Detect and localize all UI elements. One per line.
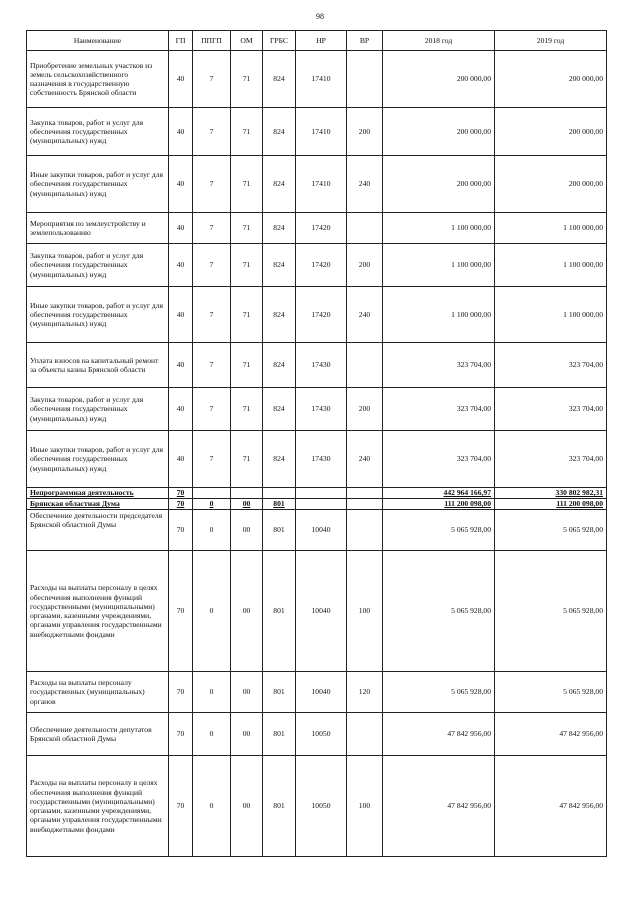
cell-2019: 5 065 928,00 [495,672,607,713]
cell-ppgp: 0 [193,756,231,857]
cell-gp: 70 [169,713,193,756]
cell-om [231,488,263,499]
cell-2019: 5 065 928,00 [495,510,607,551]
cell-2018: 5 065 928,00 [383,551,495,672]
cell-gp: 40 [169,388,193,431]
cell-2019: 323 704,00 [495,431,607,488]
cell-gp: 70 [169,499,193,510]
cell-gp: 40 [169,51,193,108]
cell-grbs: 801 [263,510,296,551]
cell-ppgp: 7 [193,431,231,488]
cell-om: 00 [231,713,263,756]
cell-grbs: 824 [263,388,296,431]
cell-gp: 40 [169,287,193,343]
table-row [27,343,607,388]
cell-2019: 200 000,00 [495,156,607,213]
cell-nr: 17410 [296,51,347,108]
cell-om: 71 [231,108,263,156]
cell-grbs: 801 [263,756,296,857]
cell-name: Иные закупки товаров, работ и услуг для обеспечения государственных (муниципальных) нужд [27,431,169,488]
cell-2018: 323 704,00 [383,388,495,431]
cell-gp: 40 [169,431,193,488]
cell-grbs: 824 [263,343,296,388]
cell-ppgp: 7 [193,287,231,343]
cell-grbs: 824 [263,244,296,287]
cell-2018: 5 065 928,00 [383,510,495,551]
cell-2019: 5 065 928,00 [495,551,607,672]
cell-vr [347,51,383,108]
cell-ppgp: 0 [193,551,231,672]
cell-gp: 40 [169,343,193,388]
cell-ppgp: 7 [193,343,231,388]
cell-2019: 323 704,00 [495,343,607,388]
cell-nr: 17430 [296,431,347,488]
cell-name: Иные закупки товаров, работ и услуг для обеспечения государственных (муниципальных) нужд [27,156,169,213]
table-row [27,510,607,551]
cell-nr: 17430 [296,343,347,388]
cell-2019: 111 200 098,00 [495,499,607,510]
cell-om: 71 [231,156,263,213]
cell-grbs: 824 [263,108,296,156]
cell-gp: 40 [169,244,193,287]
cell-ppgp: 0 [193,510,231,551]
cell-nr: 10040 [296,551,347,672]
cell-2018: 200 000,00 [383,156,495,213]
cell-om: 00 [231,510,263,551]
cell-name: Закупка товаров, работ и услуг для обеспечения государственных (муниципальных) нужд [27,108,169,156]
table-row [27,287,607,343]
cell-2019: 1 100 000,00 [495,287,607,343]
cell-om: 71 [231,244,263,287]
cell-ppgp: 7 [193,156,231,213]
cell-nr: 17420 [296,244,347,287]
cell-nr: 10040 [296,510,347,551]
table-row [27,756,607,857]
cell-nr: 17420 [296,213,347,244]
cell-vr: 240 [347,156,383,213]
cell-2019: 200 000,00 [495,51,607,108]
cell-2018: 1 100 000,00 [383,244,495,287]
cell-gp: 40 [169,213,193,244]
cell-gp: 40 [169,108,193,156]
cell-2018: 111 200 098,00 [383,499,495,510]
cell-name: Расходы на выплаты персоналу в целях обеспечения выполнения функций государственными (муниципальными) органами, казенными учреждениями, органами управления государственными внебюджетными фондами [27,551,169,672]
cell-ppgp: 7 [193,388,231,431]
cell-vr [347,488,383,499]
cell-nr: 10050 [296,756,347,857]
cell-gp: 70 [169,488,193,499]
header-nr: НР [296,31,347,51]
cell-2019: 200 000,00 [495,108,607,156]
table-row [27,388,607,431]
cell-ppgp: 7 [193,108,231,156]
cell-ppgp: 0 [193,672,231,713]
cell-2018: 1 100 000,00 [383,213,495,244]
cell-2018: 1 100 000,00 [383,287,495,343]
cell-2018: 5 065 928,00 [383,672,495,713]
cell-grbs: 824 [263,156,296,213]
cell-nr [296,488,347,499]
cell-grbs [263,488,296,499]
cell-2018: 323 704,00 [383,343,495,388]
table-row [27,213,607,244]
cell-2018: 47 842 956,00 [383,713,495,756]
cell-nr: 10040 [296,672,347,713]
cell-vr [347,499,383,510]
table-row [27,713,607,756]
cell-vr: 240 [347,287,383,343]
cell-vr: 120 [347,672,383,713]
cell-vr: 100 [347,551,383,672]
header-gp: ГП [169,31,193,51]
cell-vr [347,213,383,244]
cell-vr [347,343,383,388]
cell-gp: 70 [169,551,193,672]
cell-grbs: 824 [263,287,296,343]
cell-om: 71 [231,431,263,488]
cell-ppgp: 7 [193,51,231,108]
cell-ppgp: 7 [193,213,231,244]
cell-om: 71 [231,287,263,343]
cell-name: Расходы на выплаты персоналу государственных (муниципальных) органов [27,672,169,713]
cell-om: 71 [231,343,263,388]
table-row [27,431,607,488]
cell-grbs: 801 [263,499,296,510]
cell-om: 00 [231,551,263,672]
cell-grbs: 824 [263,51,296,108]
cell-gp: 70 [169,672,193,713]
cell-vr: 200 [347,388,383,431]
table-row [27,244,607,287]
cell-2019: 1 100 000,00 [495,244,607,287]
table-row [27,499,607,510]
table-row [27,108,607,156]
cell-name: Мероприятия по землеустройству и землепользованию [27,213,169,244]
cell-ppgp: 0 [193,499,231,510]
cell-2019: 330 802 982,31 [495,488,607,499]
table-row [27,488,607,499]
cell-2019: 1 100 000,00 [495,213,607,244]
table-row [27,51,607,108]
cell-om: 71 [231,213,263,244]
cell-ppgp: 0 [193,713,231,756]
header-vr: ВР [347,31,383,51]
cell-name: Брянская областная Дума [27,499,169,510]
cell-vr [347,510,383,551]
budget-table [26,30,607,857]
table-row [27,156,607,213]
header-grbs: ГРБС [263,31,296,51]
cell-grbs: 801 [263,551,296,672]
cell-name: Обеспечение деятельности председателя Брянской областной Думы [27,510,169,551]
cell-2018: 200 000,00 [383,108,495,156]
header-ppgp: ППГП [193,31,231,51]
table-row [27,672,607,713]
table-header-row [27,31,607,51]
cell-nr [296,499,347,510]
cell-om: 00 [231,672,263,713]
cell-ppgp [193,488,231,499]
cell-name: Иные закупки товаров, работ и услуг для обеспечения государственных (муниципальных) нужд [27,287,169,343]
cell-nr: 17430 [296,388,347,431]
cell-grbs: 824 [263,431,296,488]
cell-name: Приобретение земельных участков из земель сельскохозяйственного назначения в государственную собственность Брянской области [27,51,169,108]
cell-nr: 17410 [296,156,347,213]
cell-om: 00 [231,756,263,857]
cell-om: 71 [231,388,263,431]
header-om: ОМ [231,31,263,51]
cell-nr: 17410 [296,108,347,156]
cell-grbs: 824 [263,213,296,244]
cell-name: Расходы на выплаты персоналу в целях обеспечения выполнения функций государственными (муниципальными) органами, казенными учреждениями, органами управления государственными внебюджетными фондами [27,756,169,857]
table-row [27,551,607,672]
cell-vr: 200 [347,244,383,287]
cell-2019: 47 842 956,00 [495,756,607,857]
cell-name: Непрограммная деятельность [27,488,169,499]
cell-2018: 200 000,00 [383,51,495,108]
cell-2019: 47 842 956,00 [495,713,607,756]
header-2019: 2019 год [495,31,607,51]
page-number: 98 [316,12,324,21]
cell-2018: 47 842 956,00 [383,756,495,857]
cell-gp: 70 [169,756,193,857]
cell-2018: 323 704,00 [383,431,495,488]
cell-2019: 323 704,00 [495,388,607,431]
cell-vr: 240 [347,431,383,488]
cell-gp: 40 [169,156,193,213]
cell-grbs: 801 [263,672,296,713]
cell-om: 71 [231,51,263,108]
cell-vr [347,713,383,756]
cell-vr: 100 [347,756,383,857]
cell-nr: 10050 [296,713,347,756]
cell-2018: 442 964 166,97 [383,488,495,499]
cell-grbs: 801 [263,713,296,756]
cell-om: 00 [231,499,263,510]
cell-name: Обеспечение деятельности депутатов Брянской областной Думы [27,713,169,756]
cell-vr: 200 [347,108,383,156]
cell-name: Закупка товаров, работ и услуг для обеспечения государственных (муниципальных) нужд [27,244,169,287]
cell-name: Уплата взносов на капитальный ремонт за объекты казны Брянской области [27,343,169,388]
header-name: Наименование [27,31,169,51]
cell-gp: 70 [169,510,193,551]
cell-nr: 17420 [296,287,347,343]
cell-name: Закупка товаров, работ и услуг для обеспечения государственных (муниципальных) нужд [27,388,169,431]
cell-ppgp: 7 [193,244,231,287]
header-2018: 2018 год [383,31,495,51]
